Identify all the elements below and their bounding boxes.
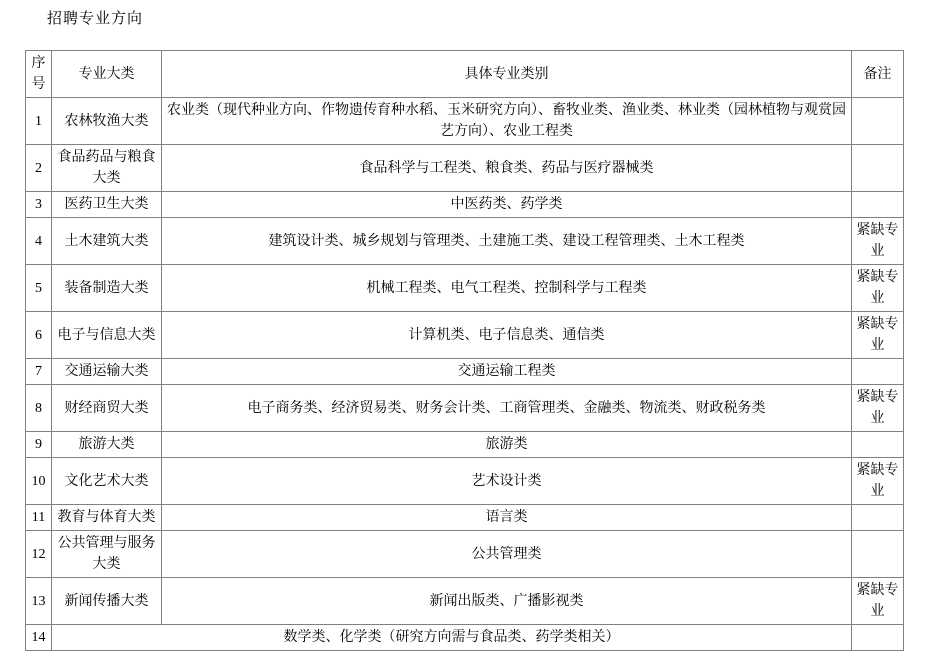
table-row bbox=[26, 145, 904, 192]
table-row bbox=[26, 359, 904, 385]
row-majors: 数学类、化学类（研究方向需与食品类、药学类相关） bbox=[52, 625, 852, 651]
row-category: 旅游大类 bbox=[52, 432, 162, 458]
row-number: 10 bbox=[26, 458, 52, 505]
row-majors: 语言类 bbox=[162, 505, 852, 531]
column-header-category: 专业大类 bbox=[52, 51, 162, 98]
row-majors: 交通运输工程类 bbox=[162, 359, 852, 385]
table-row bbox=[26, 265, 904, 312]
table-row bbox=[26, 578, 904, 625]
row-remark: 紧缺专业 bbox=[852, 218, 904, 265]
row-number: 14 bbox=[26, 625, 52, 651]
table-row bbox=[26, 98, 904, 145]
row-category: 财经商贸大类 bbox=[52, 385, 162, 432]
row-number: 13 bbox=[26, 578, 52, 625]
row-number: 3 bbox=[26, 192, 52, 218]
row-remark: 紧缺专业 bbox=[852, 578, 904, 625]
table-row bbox=[26, 432, 904, 458]
row-majors: 旅游类 bbox=[162, 432, 852, 458]
row-category: 装备制造大类 bbox=[52, 265, 162, 312]
row-majors: 机械工程类、电气工程类、控制科学与工程类 bbox=[162, 265, 852, 312]
row-category: 食品药品与粮食大类 bbox=[52, 145, 162, 192]
row-number: 9 bbox=[26, 432, 52, 458]
table-row bbox=[26, 625, 904, 651]
row-number: 5 bbox=[26, 265, 52, 312]
table-row bbox=[26, 531, 904, 578]
page-title: 招聘专业方向 bbox=[47, 11, 144, 27]
table-header bbox=[26, 51, 904, 98]
table-row bbox=[26, 192, 904, 218]
row-remark bbox=[852, 359, 904, 385]
row-number: 1 bbox=[26, 98, 52, 145]
row-category: 文化艺术大类 bbox=[52, 458, 162, 505]
row-remark bbox=[852, 192, 904, 218]
column-header-number: 序号 bbox=[26, 51, 52, 98]
row-category: 医药卫生大类 bbox=[52, 192, 162, 218]
table-body bbox=[26, 98, 904, 651]
row-remark bbox=[852, 432, 904, 458]
row-category: 教育与体育大类 bbox=[52, 505, 162, 531]
row-remark bbox=[852, 625, 904, 651]
row-category: 土木建筑大类 bbox=[52, 218, 162, 265]
row-remark bbox=[852, 98, 904, 145]
table-row bbox=[26, 312, 904, 359]
row-remark: 紧缺专业 bbox=[852, 385, 904, 432]
row-majors: 新闻出版类、广播影视类 bbox=[162, 578, 852, 625]
table-row bbox=[26, 458, 904, 505]
row-remark: 紧缺专业 bbox=[852, 265, 904, 312]
row-majors: 公共管理类 bbox=[162, 531, 852, 578]
row-remark: 紧缺专业 bbox=[852, 458, 904, 505]
header-row bbox=[26, 51, 904, 98]
row-majors: 计算机类、电子信息类、通信类 bbox=[162, 312, 852, 359]
row-category: 交通运输大类 bbox=[52, 359, 162, 385]
row-category: 电子与信息大类 bbox=[52, 312, 162, 359]
table-row bbox=[26, 218, 904, 265]
row-number: 7 bbox=[26, 359, 52, 385]
row-category: 公共管理与服务大类 bbox=[52, 531, 162, 578]
row-majors: 农业类（现代种业方向、作物遗传育种水稻、玉米研究方向）、畜牧业类、渔业类、林业类（园林植物与观赏园艺方向）、农业工程类 bbox=[162, 98, 852, 145]
table-row bbox=[26, 385, 904, 432]
row-number: 12 bbox=[26, 531, 52, 578]
row-number: 4 bbox=[26, 218, 52, 265]
row-remark: 紧缺专业 bbox=[852, 312, 904, 359]
row-number: 8 bbox=[26, 385, 52, 432]
row-remark bbox=[852, 505, 904, 531]
row-majors: 电子商务类、经济贸易类、财务会计类、工商管理类、金融类、物流类、财政税务类 bbox=[162, 385, 852, 432]
recruitment-majors-table bbox=[25, 50, 904, 651]
row-category: 新闻传播大类 bbox=[52, 578, 162, 625]
row-majors: 艺术设计类 bbox=[162, 458, 852, 505]
row-remark bbox=[852, 531, 904, 578]
table-row bbox=[26, 505, 904, 531]
column-header-majors: 具体专业类别 bbox=[162, 51, 852, 98]
row-number: 2 bbox=[26, 145, 52, 192]
row-remark bbox=[852, 145, 904, 192]
row-category: 农林牧渔大类 bbox=[52, 98, 162, 145]
column-header-remark: 备注 bbox=[852, 51, 904, 98]
row-majors: 建筑设计类、城乡规划与管理类、土建施工类、建设工程管理类、土木工程类 bbox=[162, 218, 852, 265]
row-majors: 中医药类、药学类 bbox=[162, 192, 852, 218]
row-number: 6 bbox=[26, 312, 52, 359]
row-number: 11 bbox=[26, 505, 52, 531]
row-majors: 食品科学与工程类、粮食类、药品与医疗器械类 bbox=[162, 145, 852, 192]
